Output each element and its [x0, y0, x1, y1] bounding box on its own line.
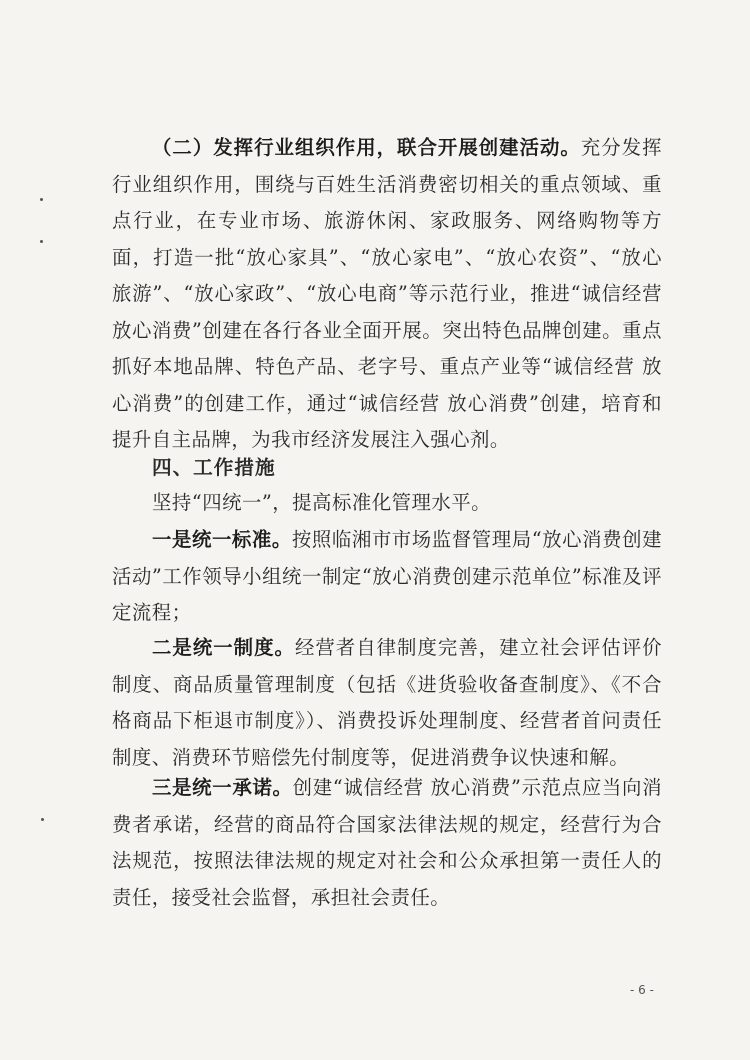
section-two-paragraph [112, 130, 662, 459]
section-four-heading: 四、工作措施 [152, 456, 276, 479]
measure-paragraph [112, 522, 662, 632]
measure-title: 三是统一承诺。 [152, 776, 293, 799]
scan-speck [40, 198, 43, 201]
page-number: - 6 - [630, 983, 654, 997]
section-four-intro: 坚持“四统一”，提高标准化管理水平。 [152, 491, 492, 514]
measure-title: 一是统一标准。 [152, 528, 292, 551]
measure-paragraph [112, 770, 662, 916]
measure-body: 经营者自律制度完善，建立社会评估评价制度、商品质量管理制度（包括《进货验收备查制度》、《不合格商品下柜退市制度》）、消费投诉处理制度、经营者首问责任制度、消费环节赔偿先付制度等，促进消费争议快速和解。 [112, 636, 663, 769]
measure-body: 创建“诚信经营 放心消费”示范点应当向消费者承诺，经营的商品符合国家法律法规的规定，经营行为合法规范，按照法律法规的规定对社会和公众承担第一责任人的责任，接受社会监督，承担社会责任。 [112, 776, 662, 909]
measure-body: 按照临湘市市场监督管理局“放心消费创建活动”工作领导小组统一制定“放心消费创建示范单位”标准及评定流程； [112, 528, 662, 624]
scan-speck [41, 818, 44, 821]
scan-speck [40, 240, 43, 243]
measure-title: 二是统一制度。 [152, 636, 295, 659]
section-two-body: 充分发挥行业组织作用，围绕与百姓生活消费密切相关的重点领域、重点行业，在专业市场、旅游休闲、家政服务、网络购物等方面，打造一批“放心家具”、“放心家电”、“放心农资”、“放心旅游”、“放心家政”、“放心电商”等示范行业，推进“诚信经营 放心消费”创建在各行各业全面开展。突出特色品牌创建。重点抓好本地品牌、特色产品、老字号、重点产业等“诚信经营 放心消费”的创建工作，通过“诚信经营 放心消费”创建，培育和提升自主品牌，为我市经济发展注入强心剂。 [112, 136, 663, 451]
measure-paragraph [112, 630, 662, 776]
section-two-title: （二）发挥行业组织作用，联合开展创建活动。 [152, 136, 581, 159]
